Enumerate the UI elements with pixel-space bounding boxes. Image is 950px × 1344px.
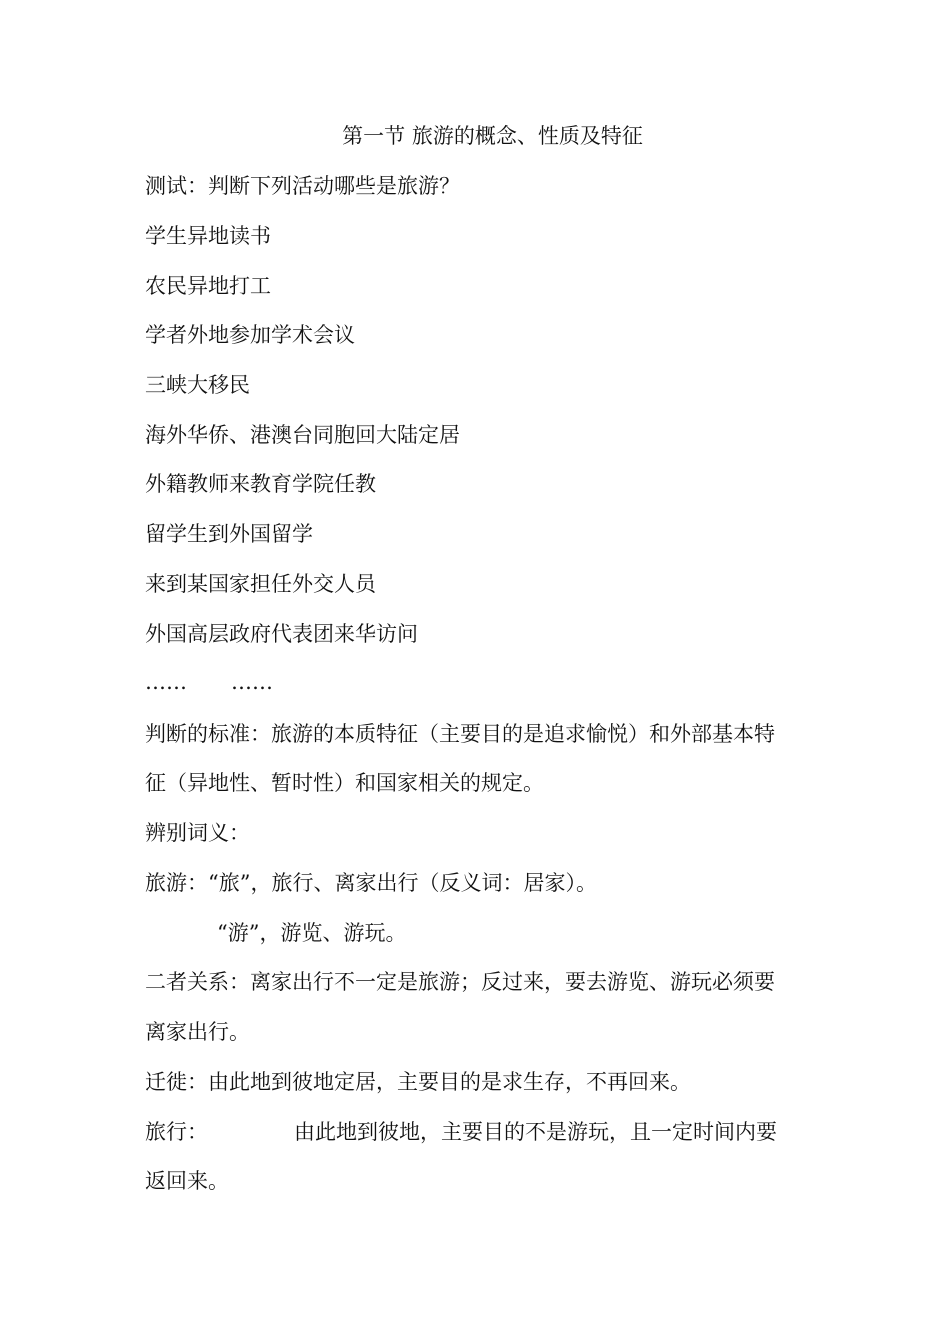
distinguish-heading: 辨别词义： (145, 821, 250, 845)
lv-you-label: 旅游： (145, 871, 208, 895)
travel-text: 由此地到彼地，主要目的不是游玩，且一定时间内要 (294, 1120, 777, 1144)
relation-line: 离家出行。 (145, 1020, 250, 1044)
activity-item: 留学生到外国留学 (145, 522, 313, 546)
ellipsis-mark: …… (231, 670, 273, 694)
section-title: 第一节 旅游的概念、性质及特征 (342, 124, 643, 148)
activity-item: 学生异地读书 (145, 224, 271, 248)
lv-you-definition (145, 869, 597, 897)
migration-definition: 迁徙：由此地到彼地定居，主要目的是求生存，不再回来。 (145, 1070, 691, 1094)
activity-item: 海外华侨、港澳台同胞回大陆定居 (145, 423, 460, 447)
activity-item: 来到某国家担任外交人员 (145, 572, 376, 596)
activity-item: 外籍教师来教育学院任教 (145, 472, 376, 496)
travel-continuation: 返回来。 (145, 1169, 229, 1193)
activity-item: 外国高层政府代表团来华访问 (145, 622, 418, 646)
travel-label: 旅行： (145, 1120, 208, 1144)
test-prompt: 测试：判断下列活动哪些是旅游？ (145, 174, 460, 198)
activity-item: 农民异地打工 (145, 274, 271, 298)
criteria-line: 征（异地性、暂时性）和国家相关的规定。 (145, 771, 544, 795)
activity-item: 三峡大移民 (145, 373, 250, 397)
you-definition: “游”，游览、游玩。 (217, 921, 407, 945)
activity-item: 学者外地参加学术会议 (145, 323, 355, 347)
travel-definition (145, 1118, 777, 1146)
relation-line: 二者关系：离家出行不一定是旅游；反过来，要去游览、游玩必须要 (145, 970, 775, 994)
ellipsis-row (145, 668, 273, 696)
lv-definition: “旅”，旅行、离家出行（反义词：居家）。 (208, 871, 597, 895)
criteria-line: 判断的标准：旅游的本质特征（主要目的是追求愉悦）和外部基本特 (145, 722, 775, 746)
ellipsis-mark: …… (145, 670, 187, 694)
